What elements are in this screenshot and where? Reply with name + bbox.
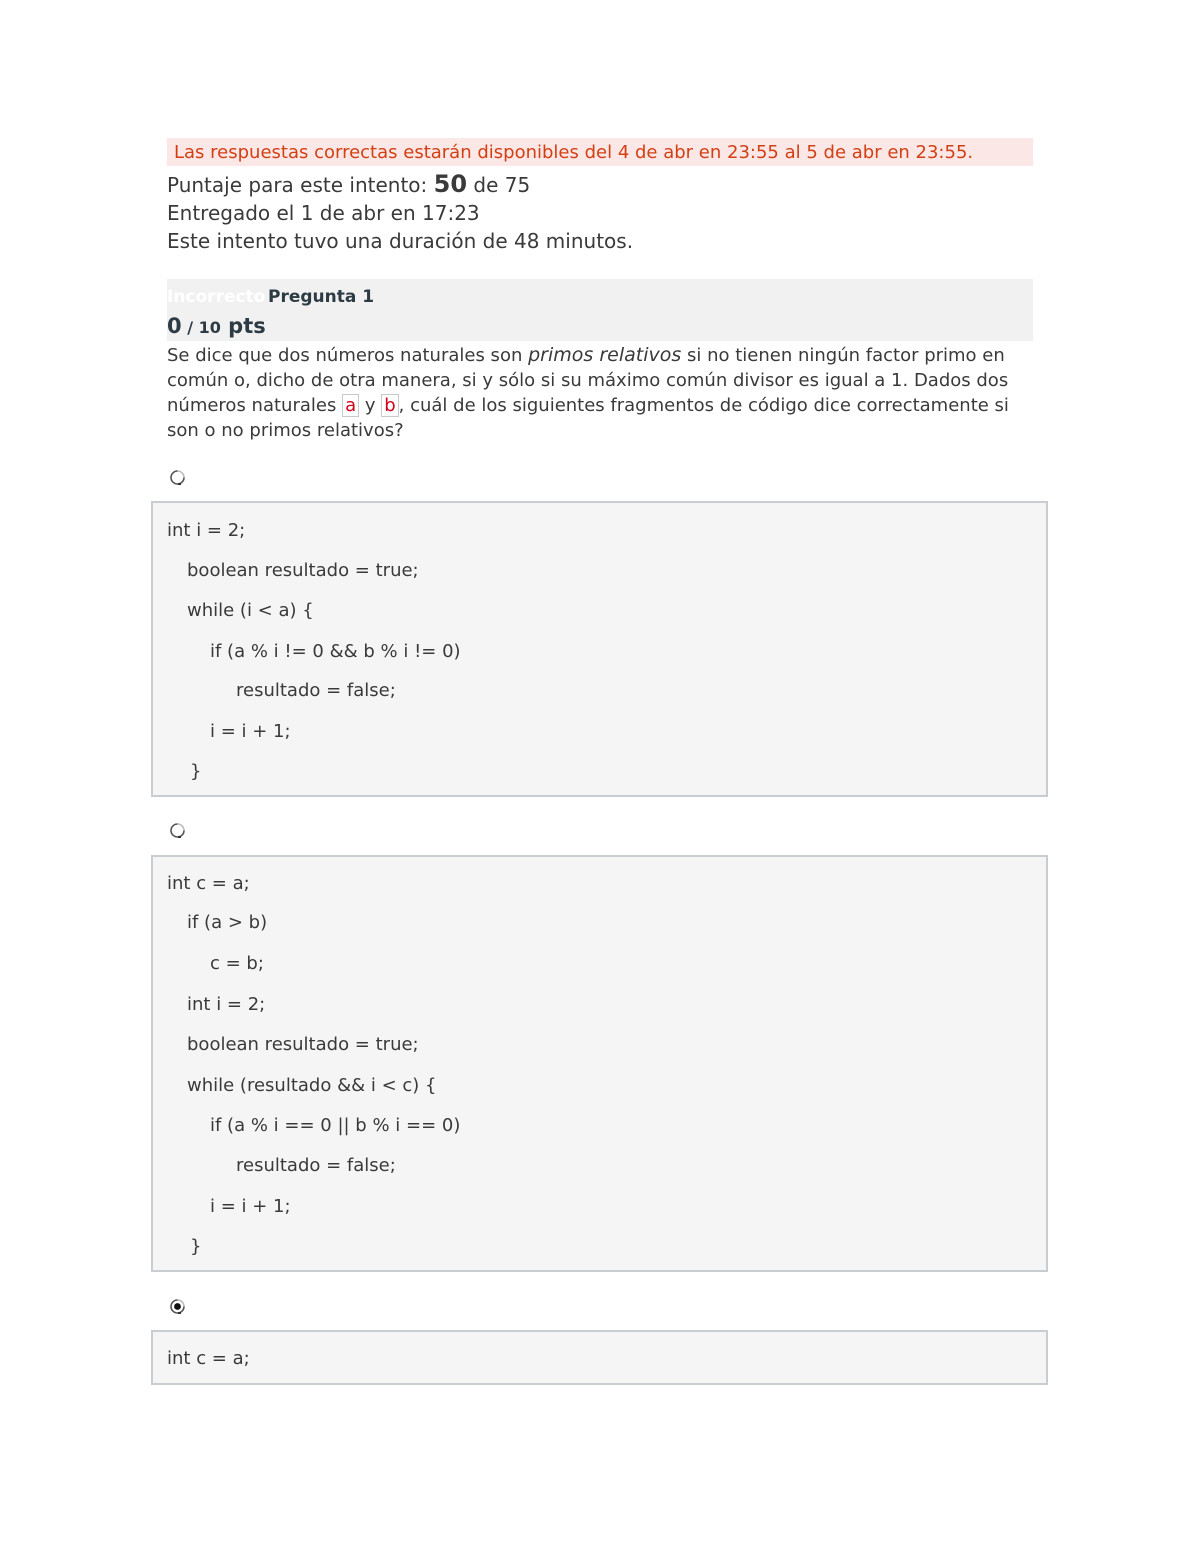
code-line: if (a % i == 0 || b % i == 0) [210,1115,461,1136]
score-prefix: Puntaje para este intento: [167,173,434,197]
code-line: if (a > b) [187,912,268,933]
radio-button-icon[interactable] [169,822,186,839]
answers-availability-notice: Las respuestas correctas estarán disponibles del 4 de abr en 23:55 al 5 de abr en 23:55. [167,138,1033,166]
code-line: if (a % i != 0 && b % i != 0) [210,641,461,662]
question-text-part: si no tienen ningún factor primo en común o, dicho de otra manera, si y sólo si su máximo común divisor es igual a 1. Dados dos números naturales [167,345,1009,416]
question-text-emphasis: primos relativos [528,344,682,366]
answer-option-code[interactable] [151,855,1048,1272]
code-line: c = b; [210,953,264,974]
code-line: } [190,761,202,782]
code-line: int i = 2; [167,520,246,541]
answer-option-code[interactable] [151,501,1048,797]
code-line: resultado = false; [236,680,396,701]
answer-option-code[interactable] [151,1330,1048,1385]
radio-button-icon[interactable] [169,469,186,486]
question-text [167,343,1037,443]
code-line: while (resultado && i < c) { [187,1075,437,1096]
attempt-score [167,170,530,198]
code-line: resultado = false; [236,1155,396,1176]
attempt-duration: Este intento tuvo una duración de 48 minutos. [167,229,634,253]
points-separator: / [181,318,199,337]
points-unit: pts [220,314,266,338]
code-line: int i = 2; [187,994,266,1015]
code-line: } [190,1236,202,1257]
question-header [167,279,1033,341]
code-line: int c = a; [167,873,250,894]
question-text-part: y [359,395,382,416]
question-points [167,314,266,338]
radio-button-selected-icon[interactable] [169,1298,186,1315]
code-line: boolean resultado = true; [187,1034,419,1055]
attempt-submitted: Entregado el 1 de abr en 17:23 [167,201,480,225]
variable-a: a [342,394,359,417]
variable-b: b [381,394,398,417]
score-suffix: de 75 [467,173,531,197]
code-line: while (i < a) { [187,600,314,621]
code-line: i = i + 1; [210,721,291,742]
question-status: Incorrecto [167,287,266,307]
score-value: 50 [433,170,468,198]
code-line: i = i + 1; [210,1196,291,1217]
points-earned: 0 [167,314,182,338]
code-line: boolean resultado = true; [187,560,419,581]
code-line: int c = a; [167,1348,250,1369]
question-title: Pregunta 1 [268,287,375,307]
question-text-part: Se dice que dos números naturales son [167,345,529,366]
question-text-part: , cuál de los siguientes fragmentos de código dice correctamente si son o no primos relativos? [167,395,1009,441]
points-total: 10 [198,318,221,337]
